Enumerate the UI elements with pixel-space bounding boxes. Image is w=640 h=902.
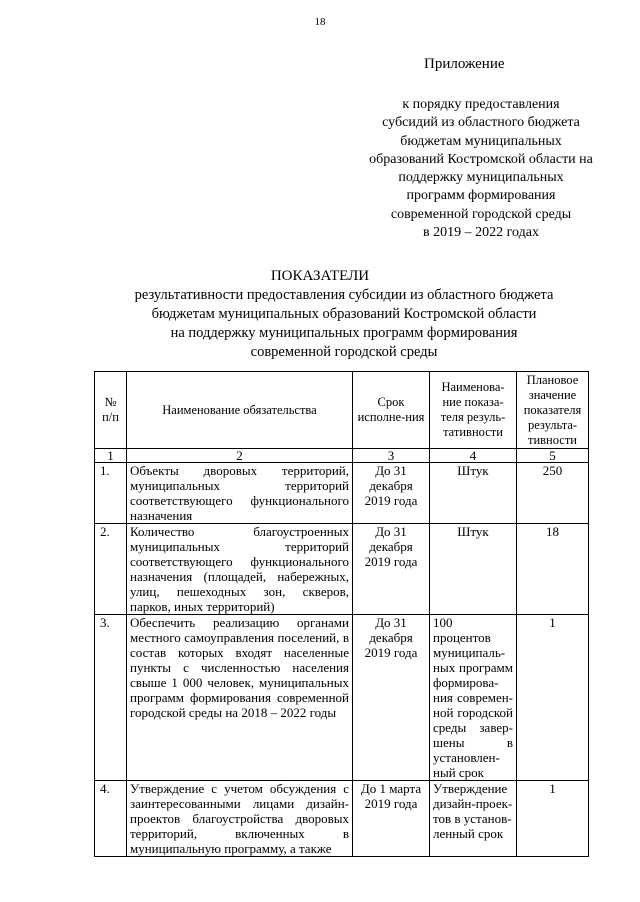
document-subtitle-line: на поддержку муниципальных программ формирования (170, 325, 518, 341)
row-deadline: До 31 декабря 2019 года (353, 615, 430, 781)
row-value: 1 (517, 615, 589, 781)
column-number: 4 (430, 449, 517, 463)
row-indicator: 100 процентов муниципаль-ных программ формирова-ния современ-ной городской среды завер-шены в установлен-ный срок (430, 615, 517, 781)
table-header-row (95, 372, 589, 449)
row-number: 2. (95, 524, 127, 615)
row-obligation: Объекты дворовых территорий, муниципальных территорий соответствующего функционального назначения (127, 463, 353, 524)
document-subtitle-line: современной городской среды (250, 344, 438, 360)
row-number: 4. (95, 781, 127, 857)
row-indicator: Штук (430, 463, 517, 524)
document-subtitle-line: результативности предоставления субсидии из областного бюджета (134, 287, 554, 303)
row-value: 18 (517, 524, 589, 615)
appendix-title: Приложение (424, 56, 505, 72)
column-number: 2 (127, 449, 353, 463)
table-row (95, 463, 589, 524)
table-row (95, 615, 589, 781)
column-number: 5 (517, 449, 589, 463)
appendix-subtitle-line: современной городской среды (390, 206, 572, 222)
appendix-subtitle (346, 96, 616, 242)
row-obligation: Количество благоустроенных муниципальных территорий соответствующего функционального назначения (площадей, набережных, улиц, пешеходных зон, скверов, парков, иных территорий) (127, 524, 353, 615)
page-number: 18 (314, 16, 326, 28)
appendix-subtitle-line: программ формирования (406, 188, 556, 204)
header-indicator: Наименова-ние показа-теля резуль-тативности (430, 372, 517, 449)
appendix-subtitle-line: образований Костромской области на (369, 151, 593, 167)
header-obligation: Наименование обязательства (127, 372, 353, 449)
document-title: ПОКАЗАТЕЛИ (270, 268, 370, 284)
header-deadline: Срок исполне-ния (353, 372, 430, 449)
appendix-subtitle-line: в 2019 – 2022 годах (423, 225, 539, 241)
indicators-table (94, 371, 589, 857)
row-number: 3. (95, 615, 127, 781)
row-deadline: До 31 декабря 2019 года (353, 524, 430, 615)
row-indicator: Штук (430, 524, 517, 615)
column-number: 3 (353, 449, 430, 463)
appendix-subtitle-line: субсидий из областного бюджета (382, 115, 580, 131)
column-number-row (95, 449, 589, 463)
appendix-subtitle-line: поддержку муниципальных (398, 170, 564, 186)
row-obligation: Утверждение с учетом обсуждения с заинтересованными лицами дизайн-проектов благоустройства дворовых территорий, включенных в муниципальную программу, а также (127, 781, 353, 857)
row-obligation: Обеспечить реализацию органами местного самоуправления поселений, в состав которых входят населенные пункты с численностью населения свыше 1 000 человек, муниципальных программ формирования современной городской среды на 2018 – 2022 годы (127, 615, 353, 781)
table-row (95, 524, 589, 615)
row-number: 1. (95, 463, 127, 524)
row-deadline: До 31 декабря 2019 года (353, 463, 430, 524)
row-indicator: Утверждение дизайн-проек-тов в установ-ленный срок (430, 781, 517, 857)
header-planned-value: Плановое значение показателя результа-тивности (517, 372, 589, 449)
appendix-subtitle-line: бюджетам муниципальных (400, 133, 562, 149)
row-deadline: До 1 марта 2019 года (353, 781, 430, 857)
header-number: № п/п (95, 372, 127, 449)
row-value: 1 (517, 781, 589, 857)
document-subtitle-line: бюджетам муниципальных образований Костромской области (151, 306, 537, 322)
appendix-subtitle-line: к порядку предоставления (402, 97, 560, 112)
row-value: 250 (517, 463, 589, 524)
table-row (95, 781, 589, 857)
column-number: 1 (95, 449, 127, 463)
document-subtitle (70, 286, 618, 362)
